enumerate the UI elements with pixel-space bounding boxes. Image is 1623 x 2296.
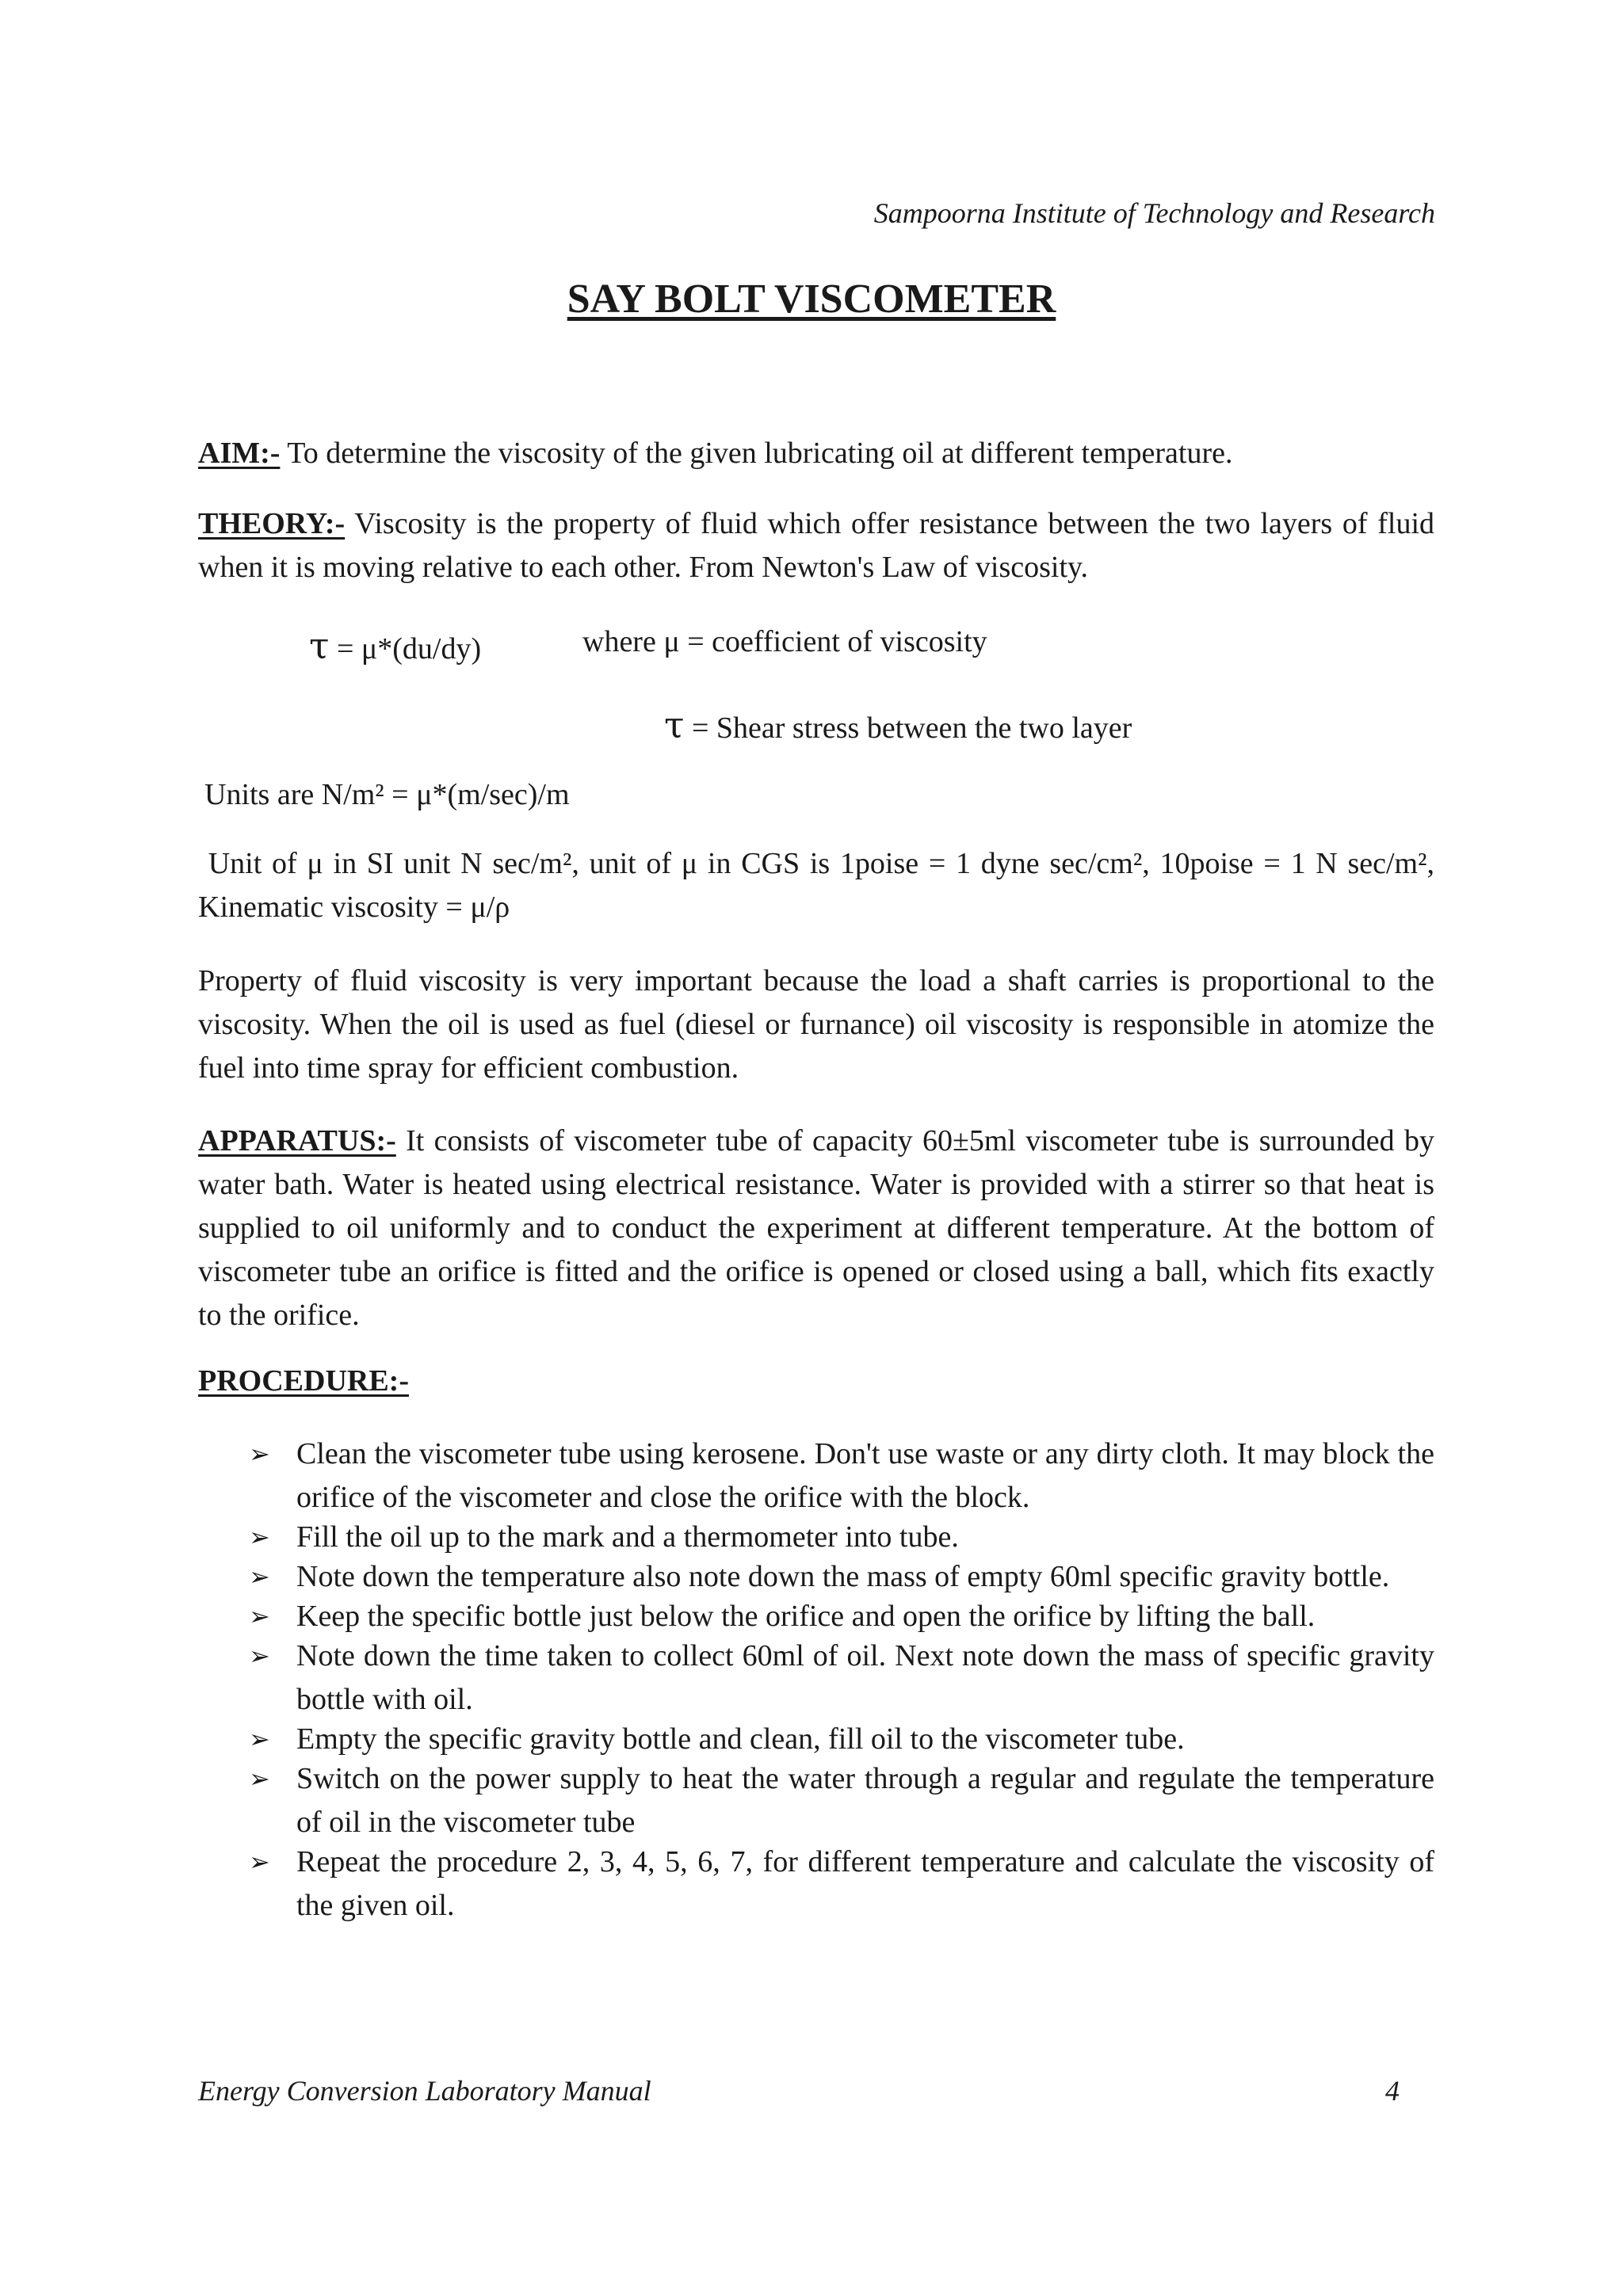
procedure-heading <box>198 1363 409 1398</box>
formula-rhs: = μ*(du/dy) <box>329 632 482 666</box>
procedure-step: Note down the temperature also note down the mass of empty 60ml specific gravity bottle. <box>296 1560 1390 1593</box>
list-item <box>198 1757 1434 1844</box>
property-paragraph: Property of fluid viscosity is very important because the load a shaft carries is proportional to the viscosity. When the oil is used as fuel (diesel or furnance) oil viscosity is responsible in atomize the fuel into time spray for efficient combustion. <box>198 964 1434 1085</box>
units-line: Units are N/m² = μ*(m/sec)/m <box>204 778 570 811</box>
procedure-label: PROCEDURE:- <box>198 1364 409 1398</box>
procedure-step: Switch on the power supply to heat the water through a regular and regulate the temperature of oil in the viscometer tube <box>296 1762 1434 1839</box>
si-units-paragraph <box>198 842 1434 929</box>
formula-where-text: where μ = coefficient of viscosity <box>582 625 987 658</box>
arrow-bullet-icon: ➢ <box>249 1724 270 1754</box>
aim-text: To determine the viscosity of the given lubricating oil at different temperature. <box>280 437 1233 470</box>
page-title: SAY BOLT VISCOMETER <box>567 277 1056 322</box>
list-item <box>198 1516 1434 1559</box>
tau-definition <box>664 704 1132 746</box>
apparatus-paragraph <box>198 1119 1434 1337</box>
arrow-bullet-icon: ➢ <box>249 1847 270 1877</box>
procedure-step: Fill the oil up to the mark and a thermometer into tube. <box>296 1520 959 1554</box>
list-item <box>198 1555 1434 1599</box>
list-item <box>198 1718 1434 1761</box>
list-item <box>198 1634 1434 1722</box>
procedure-step: Repeat the procedure 2, 3, 4, 5, 6, 7, for different temperature and calculate the viscosity of the given oil. <box>296 1845 1434 1922</box>
procedure-step: Note down the time taken to collect 60ml of oil. Next note down the mass of specific gravity bottle with oil. <box>296 1639 1434 1716</box>
apparatus-label: APPARATUS:- <box>198 1124 396 1158</box>
arrow-bullet-icon: ➢ <box>249 1641 270 1671</box>
tau-definition-text: = Shear stress between the two layer <box>684 711 1132 745</box>
aim-paragraph <box>198 432 1434 475</box>
page-number: 4 <box>1385 2075 1400 2107</box>
arrow-bullet-icon: ➢ <box>249 1764 270 1794</box>
procedure-step: Empty the specific gravity bottle and clean, fill oil to the viscometer tube. <box>296 1722 1185 1756</box>
list-item <box>198 1595 1434 1638</box>
procedure-step: Clean the viscometer tube using kerosene. Don't use waste or any dirty cloth. It may block the orifice of the viscometer and close the orifice with the block. <box>296 1437 1434 1514</box>
tau-symbol-2: τ <box>664 704 685 746</box>
aim-label: AIM:- <box>198 437 281 470</box>
newton-viscosity-formula <box>309 624 987 667</box>
tau-symbol: τ <box>309 624 330 667</box>
si-units-text: Unit of μ in SI unit N sec/m², unit of μ in CGS is 1poise = 1 dyne sec/cm², 10poise = 1 N sec/m², Kinematic viscosity = μ/ρ <box>198 847 1434 924</box>
theory-text: Viscosity is the property of fluid which offer resistance between the two layers of fluid when it is moving relative to each other. From Newton's Law of viscosity. <box>198 507 1434 584</box>
theory-paragraph <box>198 502 1434 589</box>
list-item <box>198 1840 1434 1928</box>
arrow-bullet-icon: ➢ <box>249 1439 270 1469</box>
procedure-step: Keep the specific bottle just below the orifice and open the orifice by lifting the ball. <box>296 1600 1316 1633</box>
footer-manual-title: Energy Conversion Laboratory Manual <box>198 2075 651 2107</box>
apparatus-text: It consists of viscometer tube of capacity 60±5ml viscometer tube is surrounded by water bath. Water is heated using electrical resistance. Water is provided with a stirrer so that heat is supplied to oil uniformly and to conduct the experiment at different temperature. At the bottom of viscometer tube an orifice is fitted and the orifice is opened or closed using a ball, which fits exactly to the orifice. <box>198 1124 1434 1332</box>
procedure-list <box>198 1432 1434 1924</box>
list-item <box>198 1432 1434 1520</box>
arrow-bullet-icon: ➢ <box>249 1562 270 1592</box>
arrow-bullet-icon: ➢ <box>249 1601 270 1631</box>
arrow-bullet-icon: ➢ <box>249 1522 270 1552</box>
institute-header: Sampoorna Institute of Technology and Research <box>873 197 1435 229</box>
theory-label: THEORY:- <box>198 507 346 540</box>
